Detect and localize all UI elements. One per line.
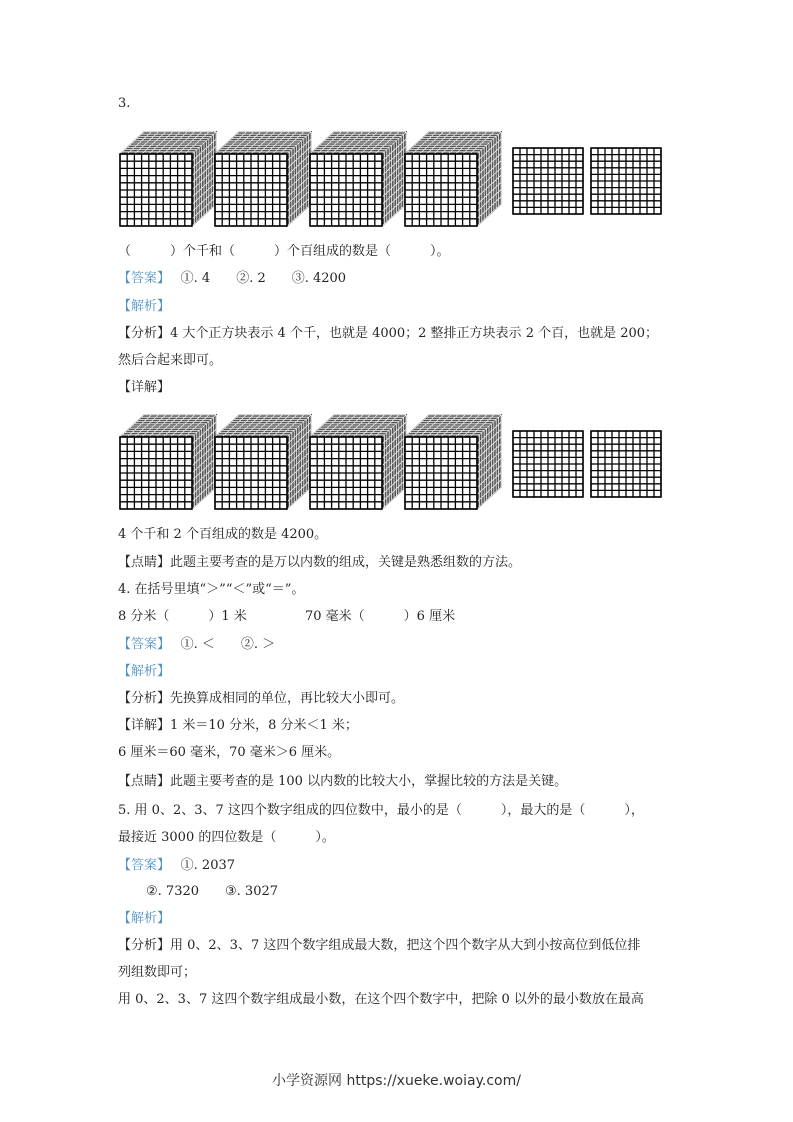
hundred-flat [513,431,583,497]
analysis-text: 然后合起来即可。 [118,353,223,368]
key-point-text: 【点睛】此题主要考查的是 100 以内数的比较大小，掌握比较的方法是关键。 [118,774,568,789]
thousand-cube [310,415,406,509]
analysis-text: 【分析】4 大个正方块表示 4 个千，也就是 4000；2 整排正方块表示 2 个百，也就是 200； [118,326,659,341]
analysis-text: 列组数即可； [118,965,197,980]
key-point-text: 【点睛】此题主要考查的是万以内数的组成，关键是熟悉组数的方法。 [118,555,522,570]
question-number: 3. [118,96,131,111]
answer-label: 【答案】 [118,637,164,652]
answer-label: 【答案】 [118,858,164,873]
cube-front-face [215,437,287,509]
analysis-label: 【解析】 [118,299,171,314]
question-item: 70 毫米（ ）6 厘米 [305,609,456,624]
cube-front-face [310,154,382,226]
thousand-cube [405,132,501,226]
answer-text: ②. 7320 ③. 3027 [146,884,279,899]
thousand-cube [120,132,216,226]
answer-label: 【答案】 [118,271,164,286]
analysis-label: 【解析】 [118,911,171,926]
place-value-blocks-figure [110,409,680,513]
thousand-cube [215,132,311,226]
question-text: 最接近 3000 的四位数是（ ）。 [118,830,335,845]
question-text: 5. 用 0、2、3、7 这四个数字组成的四位数中，最小的是（ ），最大的是（ ）， [118,803,644,818]
question-item: 8 分米（ ）1 米 [118,609,247,624]
detail-text: 【详解】1 米＝10 分米，8 分米＜1 米； [118,718,358,733]
question-text: 4. 在括号里填“＞”“＜”或“＝”。 [118,582,305,597]
cube-front-face [310,437,382,509]
detail-text: 4 个千和 2 个百组成的数是 4200。 [118,527,328,542]
thousand-cube [405,415,501,509]
cube-front-face [120,154,192,226]
place-value-blocks-figure [110,126,680,230]
hundred-flat [591,431,661,497]
answer-text: ①. ＜ ②. ＞ [180,637,276,652]
cube-front-face [120,437,192,509]
cube-front-face [405,437,477,509]
answer-text: ①. 4 ②. 2 ③. 4200 [180,271,347,286]
hundred-flat [591,148,661,214]
cube-front-face [405,154,477,226]
answer-text: ①. 2037 [180,858,236,873]
cube-front-face [215,154,287,226]
detail-label: 【详解】 [118,380,171,395]
thousand-cube [310,132,406,226]
thousand-cube [120,415,216,509]
analysis-label: 【解析】 [118,664,171,679]
thousand-cube [215,415,311,509]
hundred-flat [513,148,583,214]
detail-text: 6 厘米＝60 毫米，70 毫米＞6 厘米。 [118,745,341,760]
analysis-text: 【分析】用 0、2、3、7 这四个数字组成最大数，把这个四个数字从大到小按高位到低位排 [118,938,641,953]
question-text: （ ）个千和（ ）个百组成的数是（ ）。 [118,244,450,259]
analysis-text: 【分析】先换算成相同的单位，再比较大小即可。 [118,691,405,706]
footer-watermark: 小学资源网 https://xueke.woiay.com/ [272,1073,521,1089]
analysis-text: 用 0、2、3、7 这四个数字组成最小数，在这个四个数字中，把除 0 以外的最小数放在最高 [118,992,644,1007]
